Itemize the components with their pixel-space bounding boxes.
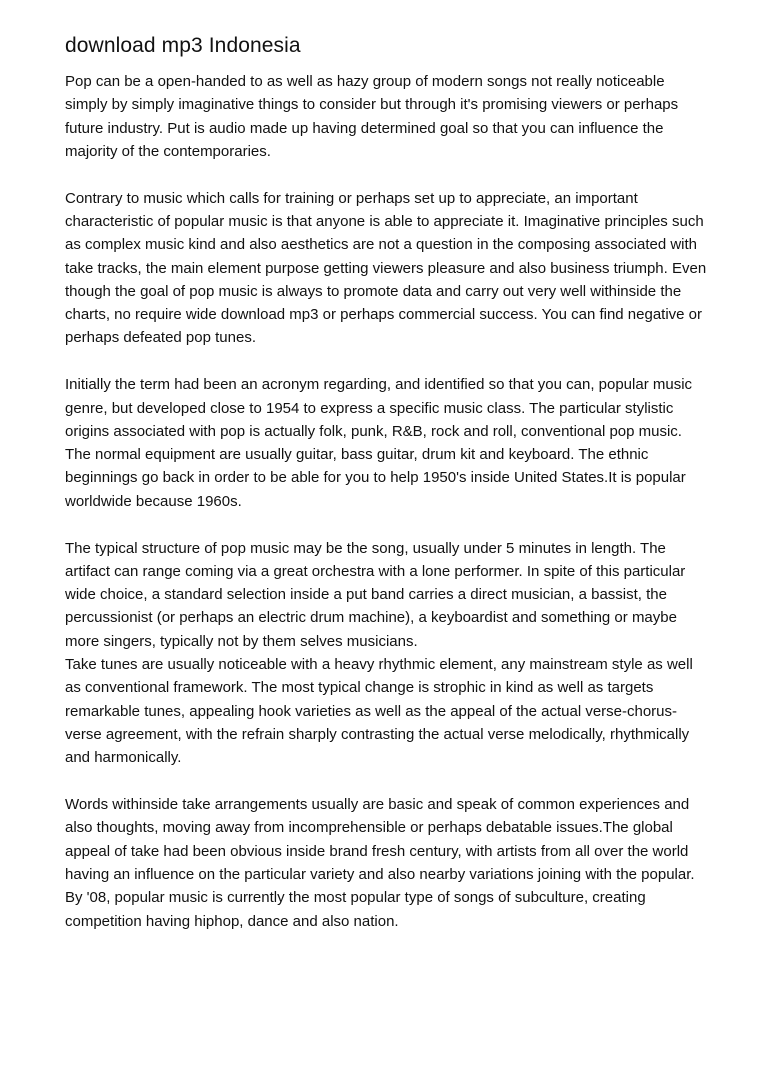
- paragraph-2: Contrary to music which calls for training or perhaps set up to appreciate, an important characteristic of popular music is that anyone is able to appreciate it. Imaginative principles such as complex music kind and also aesthetics are not a question in the composing associated with take tracks, the main element purpose getting viewers pleasure and also business triumph. Even though the goal of pop music is always to promote data and carry out very well withinside the charts, no require wide download mp3 or perhaps commercial success. You can find negative or perhaps defeated pop tunes.: [65, 189, 707, 347]
- document-page: [65, 30, 710, 956]
- paragraph-5: Take tunes are usually noticeable with a heavy rhythmic element, any mainstream style as well as conventional framework. The most typical change is strophic in kind as well as targets remarkable tunes, appealing hook varieties as well as the appeal of the actual verse-chorus-verse agreement, with the refrain sharply contrasting the actual verse melodically, rhythmically and harmonically.: [65, 656, 693, 767]
- paragraph-6: Words withinside take arrangements usually are basic and speak of common experiences and also thoughts, moving away from incomprehensible or perhaps debatable issues.The global appeal of take had been obvious inside brand fresh century, with artists from all over the world having an influence on the particular variety and also nearby variations joining with the popular. By '08, popular music is currently the most popular type of songs of subculture, creating competition having hiphop, dance and also nation.: [65, 796, 695, 930]
- paragraph-1: Pop can be a open-handed to as well as hazy group of modern songs not really noticeable simply by simply imaginative things to consider but through it's promising viewers or perhaps future industry. Put is audio made up having determined goal so that you can influence the majority of the contemporaries.: [65, 73, 679, 160]
- page-title: download mp3 Indonesia: [65, 34, 301, 57]
- paragraph-4: The typical structure of pop music may be the song, usually under 5 minutes in length. The artifact can range coming via a great orchestra with a lone performer. In spite of this particular wide choice, a standard selection inside a put band carries a direct musician, a bassist, the percussionist (or perhaps an electric drum machine), a keyboardist and something or maybe more singers, typically not by them selves musicians.: [65, 539, 686, 650]
- paragraph-3: Initially the term had been an acronym regarding, and identified so that you can, popular music genre, but developed close to 1954 to express a specific music class. The particular stylistic origins associated with pop is actually folk, punk, R&B, rock and roll, conventional pop music. The normal equipment are usually guitar, bass guitar, drum kit and keyboard. The ethnic beginnings go back in order to be able for you to help 1950's inside United States.It is popular worldwide because 1960s.: [65, 376, 693, 510]
